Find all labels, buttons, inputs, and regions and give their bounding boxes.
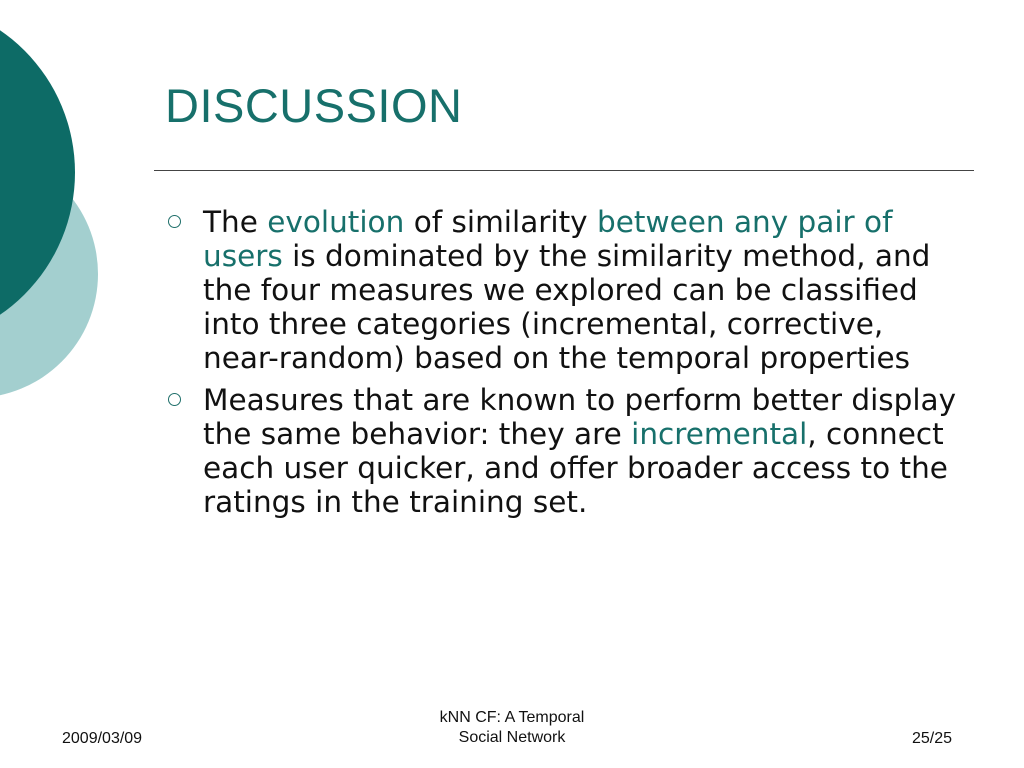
- bullet-item-1: [165, 205, 965, 375]
- bullet-circle-icon: [168, 393, 181, 406]
- bullet-highlight: incremental: [631, 417, 808, 451]
- bullet-circle-icon: [168, 215, 181, 228]
- footer-date: 2009/03/09: [62, 730, 143, 747]
- footer-title: [412, 708, 612, 748]
- bullet-segment: of similarity: [404, 205, 597, 239]
- bullet-segment: Measures that are known to perform better display the same behavior: they are: [203, 383, 957, 451]
- bullet-segment: , connect each user quicker, and offer broader access to the ratings in the training set.: [203, 417, 948, 519]
- bullet-segment: is dominated by the similarity method, and the four measures we explored can be classified into three categories (incremental, corrective, near-random) based on the temporal properties: [203, 239, 931, 375]
- slide-title: DISCUSSION: [165, 79, 463, 132]
- bullet-segment: The: [203, 205, 268, 239]
- bullet-highlight: between any pair of users: [203, 205, 893, 273]
- title-divider: [154, 170, 974, 171]
- footer-title-line2: Social Network: [458, 729, 566, 746]
- bullet-list: [165, 205, 965, 527]
- footer-title-line1: kNN CF: A Temporal: [439, 709, 585, 726]
- footer-page-number: 25/25: [912, 730, 953, 747]
- bullet-highlight: evolution: [267, 205, 405, 239]
- bullet-item-2: [165, 383, 965, 519]
